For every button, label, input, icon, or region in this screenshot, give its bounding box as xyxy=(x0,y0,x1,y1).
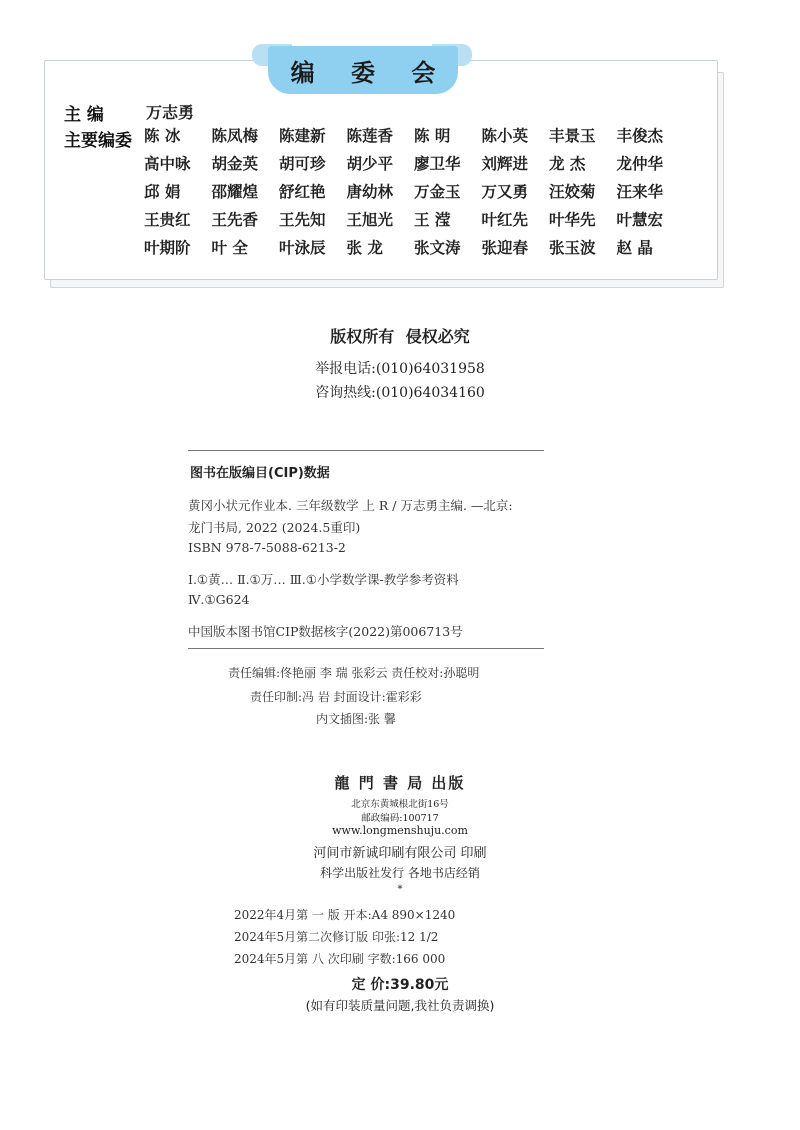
editor-name: 高中咏 xyxy=(144,154,191,173)
editor-name: 张文涛 xyxy=(414,238,461,257)
printer: 河间市新诚印刷有限公司 印刷 xyxy=(313,846,487,861)
edition-spec-1: 2022年4月第 一 版 开本:A4 890×1240 xyxy=(234,908,456,922)
chief-editor-name: 万志勇 xyxy=(146,103,195,122)
publisher-name: 龍 門 書 局 出版 xyxy=(334,774,466,792)
edition-spec-3: 2024年5月第 八 次印刷 字数:166 000 xyxy=(234,952,446,966)
cip-line-2: 龙门书局, 2022 (2024.5重印) xyxy=(188,520,361,535)
price-note: (如有印装质量问题,我社负责调换) xyxy=(305,998,495,1013)
editor-name: 丰景玉 xyxy=(549,126,596,145)
editor-name: 万金玉 xyxy=(414,182,461,201)
editor-name: 张 龙 xyxy=(346,238,383,257)
cip-line-3: ISBN 978-7-5088-6213-2 xyxy=(188,540,346,555)
cip-bottom-rule xyxy=(188,648,544,649)
editor-name: 叶红先 xyxy=(481,210,529,229)
consult-hotline: 咨询热线:(010)64034160 xyxy=(315,385,485,401)
copyright-title: 版权所有 侵权必究 xyxy=(330,327,470,346)
cip-line-1: 黄冈小状元作业本. 三年级数学 上 R / 万志勇主编. —北京: xyxy=(188,498,513,513)
editor-names-grid xyxy=(140,124,680,260)
editor-name: 王先香 xyxy=(211,210,259,229)
publisher-website: www.longmenshuju.com xyxy=(332,824,468,837)
publisher-address: 北京东黄城根北街16号 xyxy=(351,799,449,810)
editor-name: 陈小英 xyxy=(481,126,529,145)
editor-name: 丰俊杰 xyxy=(616,126,664,145)
editor-name: 胡金英 xyxy=(211,154,259,173)
editor-name: 陈莲香 xyxy=(346,126,394,145)
editor-name: 陈 明 xyxy=(414,126,451,145)
editor-name: 胡少平 xyxy=(346,154,394,173)
cip-line-4: Ⅰ.①黄… Ⅱ.①万… Ⅲ.①小学数学课-教学参考资料 xyxy=(188,572,459,587)
editorial-board-title: 编 委 会 xyxy=(268,46,458,94)
editor-name: 陈凤梅 xyxy=(211,126,259,145)
credits-line-3: 内文插图:张 馨 xyxy=(316,712,396,726)
distributor: 科学出版社发行 各地书店经销 xyxy=(320,866,480,880)
editor-name: 王贵红 xyxy=(144,210,191,229)
main-editors-label: 主要编委 xyxy=(64,131,132,151)
report-phone: 举报电话:(010)64031958 xyxy=(315,361,485,377)
editor-name: 叶华先 xyxy=(549,210,596,229)
publisher-postcode: 邮政编码:100717 xyxy=(361,813,439,824)
credits-line-1: 责任编辑:佟艳丽 李 瑞 张彩云 责任校对:孙聪明 xyxy=(228,666,480,680)
editor-name: 叶 全 xyxy=(211,238,248,257)
editor-name: 汪姣菊 xyxy=(549,182,596,201)
editor-name: 叶期阶 xyxy=(144,238,191,257)
editor-name: 龙仲华 xyxy=(616,154,664,173)
price: 定 价:39.80元 xyxy=(351,977,449,993)
editor-name: 龙 杰 xyxy=(549,154,586,173)
editor-name: 廖卫华 xyxy=(414,154,461,173)
editor-name: 唐幼林 xyxy=(346,182,394,201)
separator-asterisk: * xyxy=(397,884,403,895)
cip-line-5: Ⅳ.①G624 xyxy=(188,592,250,607)
editor-name: 陈 冰 xyxy=(144,126,181,145)
editor-name: 王先知 xyxy=(279,210,326,229)
editor-name: 舒红艳 xyxy=(279,182,326,201)
editor-name: 胡可珍 xyxy=(279,154,326,173)
editor-name: 刘辉进 xyxy=(481,154,529,173)
cip-heading: 图书在版编目(CIP)数据 xyxy=(190,466,330,481)
editor-name: 王旭光 xyxy=(346,210,394,229)
editor-name: 邵耀煌 xyxy=(211,182,259,201)
cip-top-rule xyxy=(188,450,544,451)
editor-name: 王 滢 xyxy=(414,210,451,229)
editor-name: 汪来华 xyxy=(616,182,664,201)
editor-name: 赵 晶 xyxy=(616,238,653,257)
chief-editor-label: 主 编 xyxy=(64,105,104,125)
editor-name: 陈建新 xyxy=(279,126,326,145)
cip-line-6: 中国版本图书馆CIP数据核字(2022)第006713号 xyxy=(188,624,463,639)
editor-name: 邱 娟 xyxy=(144,182,181,201)
edition-spec-2: 2024年5月第二次修订版 印张:12 1/2 xyxy=(234,930,439,944)
editor-name: 万又勇 xyxy=(481,182,529,201)
editor-name: 张迎春 xyxy=(481,238,529,257)
editor-name: 叶泳辰 xyxy=(279,238,326,257)
credits-line-2: 责任印制:冯 岩 封面设计:霍彩彩 xyxy=(250,690,422,704)
editor-name: 张玉波 xyxy=(549,238,596,257)
editor-name: 叶慧宏 xyxy=(616,210,664,229)
